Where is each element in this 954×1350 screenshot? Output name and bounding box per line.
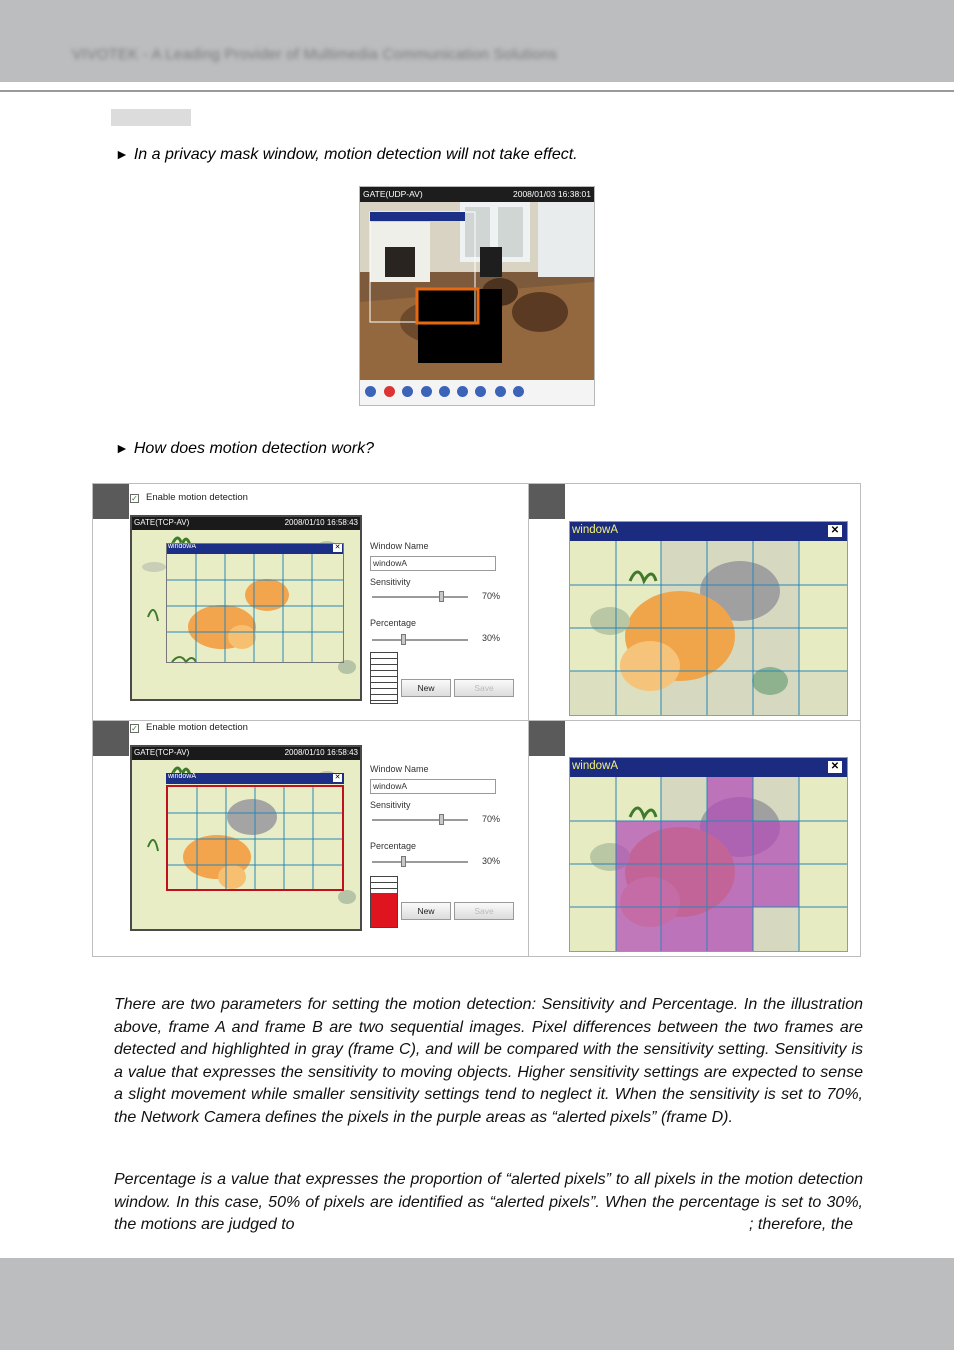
zoom-title-d: windowA: [572, 760, 619, 772]
sensitivity-value: 70%: [482, 591, 501, 601]
frame-label-a: [93, 484, 129, 519]
panel-c: [130, 721, 522, 943]
live-view: [130, 515, 362, 701]
bullet-arrow-icon: ►: [115, 440, 129, 456]
motion-window-alert[interactable]: [166, 785, 344, 891]
enable-checkbox[interactable]: ✓: [131, 724, 138, 733]
percentage-value: 30%: [482, 856, 501, 866]
frame-label-b: [529, 484, 565, 519]
view-time: 2008/01/10 16:58:43: [284, 748, 358, 757]
room-image: [360, 202, 594, 380]
sensitivity-label: Sensitivity: [370, 800, 411, 810]
percentage-label: Percentage: [370, 618, 417, 628]
percentage-slider[interactable]: [372, 639, 468, 641]
bullet-arrow-icon: ►: [115, 146, 129, 162]
motion-window-title: windowA: [168, 773, 197, 780]
percentage-label: Percentage: [370, 841, 417, 851]
paragraph-percentage-end: ; therefore, the: [749, 1216, 854, 1233]
zoom-bar-d: [570, 758, 847, 777]
frame-label-d: [529, 721, 565, 756]
header-band: [0, 0, 954, 82]
alert-meter: [370, 652, 398, 704]
window-name-input[interactable]: windowA: [370, 779, 496, 794]
stop-icon[interactable]: [439, 386, 450, 397]
motion-window-bar: [166, 773, 344, 784]
view-title: GATE(TCP-AV): [134, 518, 190, 527]
bullet-how-text: How does motion detection work?: [133, 440, 374, 457]
footer-band: [0, 1258, 954, 1350]
settings-form: [370, 515, 520, 705]
company-tagline: VIVOTEK - A Leading Provider of Multimedia Communication Solutions: [72, 46, 558, 63]
view-time: 2008/01/10 16:58:43: [284, 518, 358, 527]
percentage-thumb[interactable]: [401, 856, 406, 867]
close-icon[interactable]: ✕: [334, 774, 341, 781]
sensitivity-value: 70%: [482, 814, 501, 824]
window-name-label: Window Name: [370, 541, 429, 551]
new-button[interactable]: New: [401, 679, 451, 697]
sensitivity-thumb[interactable]: [439, 814, 444, 825]
camera-title-bar: [360, 187, 594, 202]
new-button[interactable]: New: [401, 902, 451, 920]
pause-icon[interactable]: [421, 386, 432, 397]
paragraph-percentage-start: Percentage is a value that expresses the proportion of “alerted pixels” to all pixels in the motion detection window. In this case, 50% of pixels are identified as “alerted pixels”. When the percentage is set to 30%, the motions are judged to: [114, 1171, 863, 1234]
bullet-how: [115, 440, 374, 458]
bullet-privacy: [115, 146, 578, 164]
volume-icon[interactable]: [457, 386, 468, 397]
zoom-title-b: windowA: [572, 524, 619, 536]
live-view: [130, 745, 362, 931]
motion-window[interactable]: [166, 543, 344, 663]
sensitivity-slider[interactable]: [372, 596, 468, 598]
close-icon[interactable]: ✕: [828, 525, 842, 537]
zoom-frame-b: [569, 521, 848, 716]
camera-timestamp: 2008/01/03 16:38:01: [513, 189, 591, 199]
motion-figure: [92, 483, 861, 957]
save-button[interactable]: Save: [454, 902, 514, 920]
sensitivity-label: Sensitivity: [370, 577, 411, 587]
snapshot-icon[interactable]: [402, 386, 413, 397]
save-button[interactable]: Save: [454, 679, 514, 697]
camera-controls: [360, 380, 594, 405]
percentage-value: 30%: [482, 633, 501, 643]
close-icon[interactable]: ✕: [334, 544, 341, 551]
zoom-icon[interactable]: [365, 386, 376, 397]
enable-label: Enable motion detection: [146, 492, 248, 503]
panel-a: [130, 491, 522, 713]
view-title: GATE(TCP-AV): [134, 748, 190, 757]
paragraph-sensitivity: There are two parameters for setting the motion detection: Sensitivity and Percentage. In the illustration above, frame A and frame B are two sequential images. Pixel differences between the two frames are detected and highlighted in gray (frame C), and will be compared with the sensitivity setting. Sensitivity is a value that expresses the sensitivity to moving objects. Higher sensitivity settings are expected to sense a slight movement while smaller sensitivity settings tend to neglect it. When the sensitivity is set to 70%, the Network Camera defines the pixels in the purple areas as “alerted pixels” (frame D).: [114, 996, 863, 1126]
sensitivity-thumb[interactable]: [439, 591, 444, 602]
mute-icon[interactable]: [475, 386, 486, 397]
camera-preview: [359, 186, 595, 406]
record-icon[interactable]: [384, 386, 395, 397]
zoom-bar-b: [570, 522, 847, 541]
talk-icon[interactable]: [495, 386, 506, 397]
percentage-thumb[interactable]: [401, 634, 406, 645]
alert-meter: [370, 876, 398, 928]
section-tag: [111, 109, 191, 126]
motion-window-title: windowA: [168, 543, 197, 550]
settings-form: [370, 745, 520, 935]
window-name-input[interactable]: windowA: [370, 556, 496, 571]
header-rule: [0, 90, 954, 92]
percentage-slider[interactable]: [372, 861, 468, 863]
camera-title: GATE(UDP-AV): [363, 189, 423, 199]
frame-label-c: [93, 721, 129, 756]
close-icon[interactable]: ✕: [828, 761, 842, 773]
window-name-label: Window Name: [370, 764, 429, 774]
alert-meter-fill: [371, 893, 397, 927]
mic-icon[interactable]: [513, 386, 524, 397]
bullet-privacy-text: In a privacy mask window, motion detection will not take effect.: [133, 146, 578, 163]
enable-checkbox[interactable]: ✓: [131, 494, 138, 503]
enable-label: Enable motion detection: [146, 722, 248, 733]
sensitivity-slider[interactable]: [372, 819, 468, 821]
zoom-frame-d: [569, 757, 848, 952]
